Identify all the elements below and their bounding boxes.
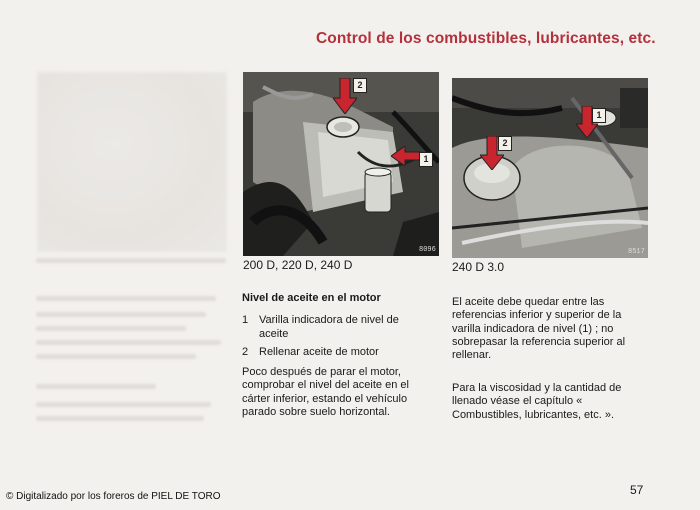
page-title: Control de los combustibles, lubricantes, etc. — [316, 30, 656, 47]
callout-arrow-1 — [391, 146, 421, 166]
list-item-text: Varilla indicadora de nivel de aceite — [259, 314, 399, 340]
photo-code: 8517 — [628, 248, 645, 256]
viscosity-reference: Para la viscosidad y la cantidad de llenado véase el capítulo « Combustibles, lubricantes, etc. ». — [452, 382, 622, 421]
section-heading: Nivel de aceite en el motor — [242, 292, 381, 304]
photo-code: 8096 — [419, 246, 436, 254]
engine-photo-1 — [243, 72, 439, 256]
callout-badge-1: 1 — [592, 108, 606, 123]
list-item-number: 2 — [242, 346, 249, 358]
callout-badge-2: 2 — [498, 136, 512, 151]
list-item — [242, 314, 429, 341]
list-item-text: Rellenar aceite de motor — [259, 346, 379, 358]
callout-badge-2: 2 — [353, 78, 367, 93]
callout-badge-1: 1 — [419, 152, 433, 167]
oil-level-note: El aceite debe quedar entre las referencias inferior y superior de la varilla indicadora de nivel (1) ; no sobrepasar la referencia superior al rellenar. — [452, 296, 626, 362]
photo-caption-2: 240 D 3.0 — [452, 260, 505, 274]
list-item — [242, 346, 429, 360]
copyright-notice: © Digitalizado por los foreros de PIEL DE TORO — [6, 491, 221, 502]
bleed-through-photo — [37, 72, 227, 252]
list-item-number: 1 — [242, 314, 249, 326]
photo-caption-1: 200 D, 220 D, 240 D — [243, 258, 353, 272]
page-number: 57 — [630, 483, 644, 497]
engine-photo-2 — [452, 78, 648, 258]
oil-check-instructions: Poco después de parar el motor, comprobar el nivel del aceite en el cárter inferior, estando el vehículo parado sobre suelo horizontal. — [242, 366, 409, 418]
